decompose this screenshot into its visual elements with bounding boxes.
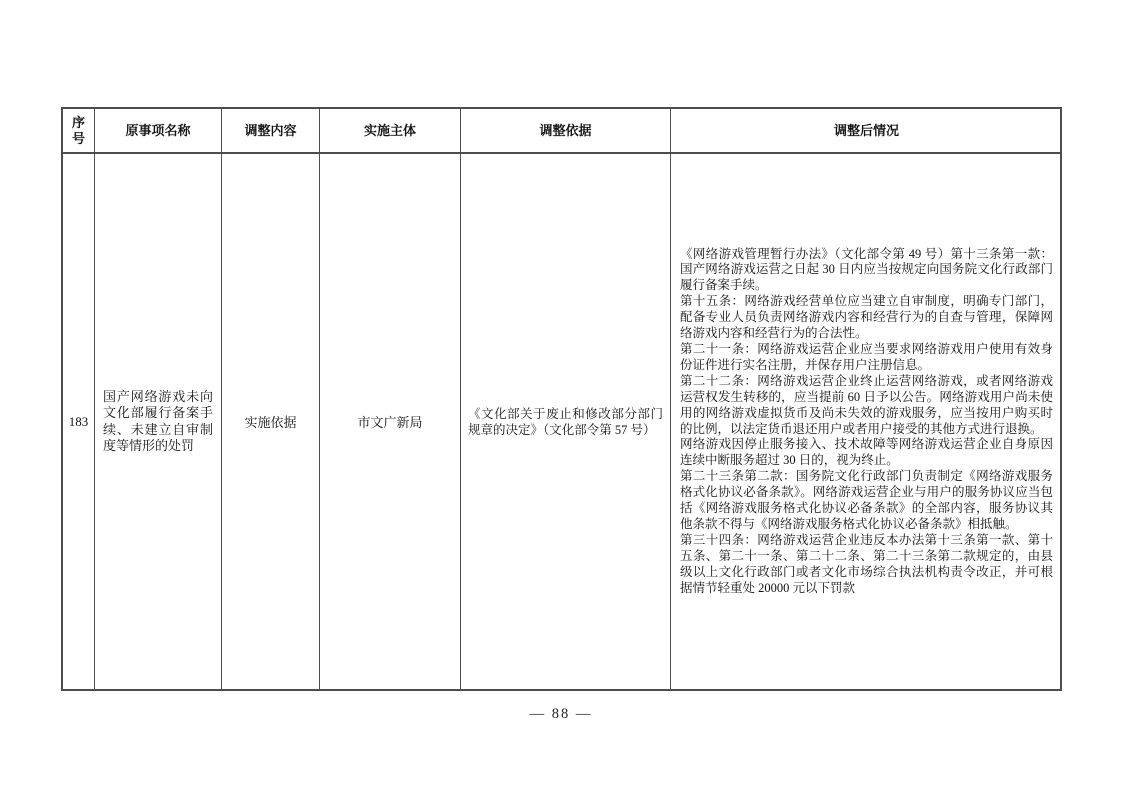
- column-header-adjustment-content-label: 调整内容: [244, 122, 297, 138]
- column-header-post-adjustment-situation-label: 调整后情况: [833, 122, 899, 138]
- column-header-serial-no: [63, 109, 95, 154]
- situation-paragraph: 第三十四条：网络游戏运营企业违反本办法第十三条第一款、第十五条、第二十一条、第二十二条、第二十三条第二款规定的，由县级以上文化行政部门或者文化市场综合执法机构责令改正，并可根据情节轻重处 20000 元以下罚款: [680, 532, 1053, 595]
- column-header-implementing-body-label: 实施主体: [363, 122, 416, 138]
- implementing-body-value: 市文广新局: [357, 415, 423, 430]
- table-row-cell-implementing-body: [320, 154, 461, 689]
- situation-paragraph: 第二十一条：网络游戏运营企业应当要求网络游戏用户使用有效身份证件进行实名注册，并保存用户注册信息。: [680, 341, 1053, 372]
- column-header-original-item-name: [95, 109, 222, 154]
- situation-paragraph: 第二十二条：网络游戏运营企业终止运营网络游戏，或者网络游戏运营权发生转移的，应当提前 60 日予以公告。网络游戏用户尚未使用的网络游戏虚拟货币及尚未失效的游戏服务，应当按用户购买时的比例，以法定货币退还用户或者用户接受的其他方式进行退换。: [680, 373, 1053, 436]
- column-header-serial-no-label: 序号: [71, 114, 85, 146]
- adjustment-content-value: 实施依据: [244, 415, 297, 430]
- table-row-cell-post-adjustment-situation: [671, 154, 1062, 689]
- page-number: — 88 —: [529, 706, 593, 722]
- adjustment-basis-value: 《文化部关于废止和修改部分部门规章的决定》（文化部令第 57 号）: [468, 406, 663, 437]
- column-header-post-adjustment-situation: [671, 109, 1062, 154]
- column-header-adjustment-content: [222, 109, 320, 154]
- column-header-adjustment-basis-label: 调整依据: [539, 122, 592, 138]
- column-header-original-item-name-label: 原事项名称: [125, 122, 191, 138]
- situation-paragraph: 第十五条：网络游戏经营单位应当建立自审制度，明确专门部门，配备专业人员负责网络游戏内容和经营行为的自查与管理，保障网络游戏内容和经营行为的合法性。: [680, 294, 1053, 341]
- table-row-cell-adjustment-content: [222, 154, 320, 689]
- serial-no-value: 183: [68, 413, 89, 429]
- adjustment-items-table: [61, 107, 1062, 691]
- situation-paragraph: 《网络游戏管理暂行办法》（文化部令第 49 号）第十三条第一款：国产网络游戏运营之日起 30 日内应当按规定向国务院文化行政部门履行备案手续。: [680, 246, 1053, 293]
- situation-paragraph: 第二十三条第二款：国务院文化行政部门负责制定《网络游戏服务格式化协议必备条款》。网络游戏运营企业与用户的服务协议应当包括《网络游戏服务格式化协议必备条款》的全部内容，服务协议其他条款不得与《网络游戏服务格式化协议必备条款》相抵触。: [680, 469, 1053, 531]
- column-header-implementing-body: [320, 109, 461, 154]
- table-row-cell-original-item-name: [95, 154, 222, 689]
- original-item-name-value: 国产网络游戏未向文化部履行备案手续、未建立自审制度等情形的处罚: [103, 388, 213, 453]
- table-row-cell-adjustment-basis: [461, 154, 671, 689]
- situation-paragraph: 网络游戏因停止服务接入、技术故障等网络游戏运营企业自身原因连续中断服务超过 30 日的，视为终止。: [680, 437, 1053, 468]
- column-header-adjustment-basis: [461, 109, 671, 154]
- table-row-cell-serial-no: [63, 154, 95, 689]
